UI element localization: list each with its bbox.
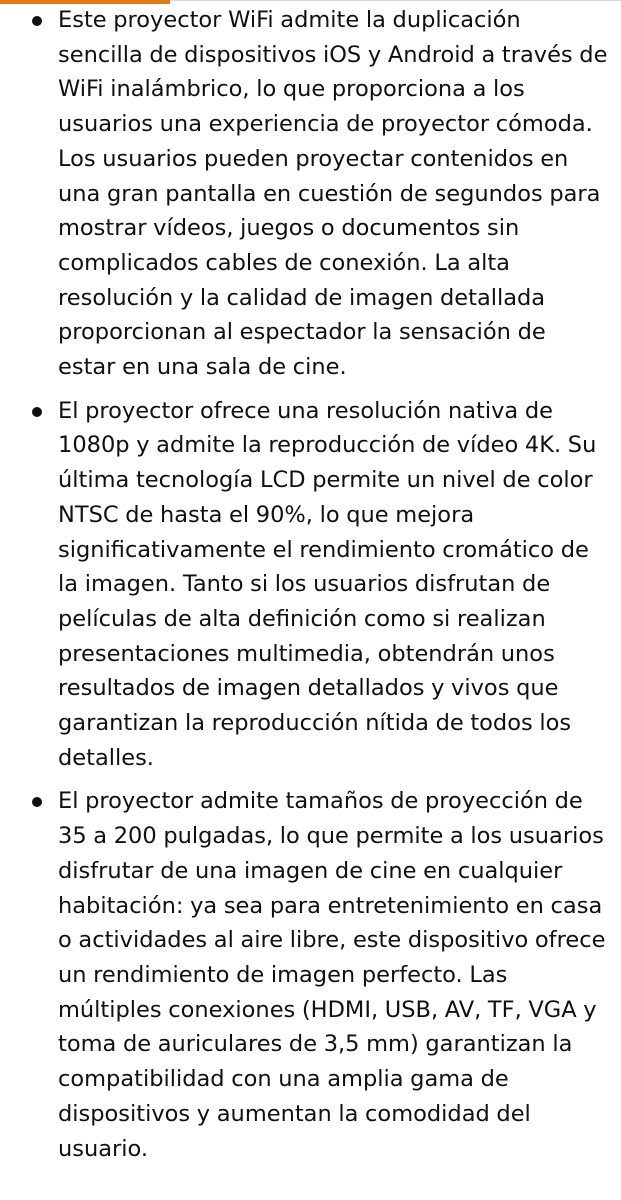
- section-divider: [170, 0, 621, 1]
- bullet-dot-icon: [32, 797, 42, 807]
- feature-bullet-text: El proyector ofrece una resolución nativa de 1080p y admite la reproducción de vídeo 4K. Su última tecnología LCD permite un nivel de color NTSC de hasta el 90%, lo que mejora significativamente el rendimiento cromático de la imagen. Tanto si los usuarios disfrutan de películas de alta definición como si realizan presentaciones multimedia, obtendrán unos resultados de imagen detallados y vivos que garantizan la reproducción nítida de todos los detalles.: [58, 397, 597, 771]
- feature-bullets-list: [0, 3, 621, 1175]
- feature-bullet: [0, 784, 621, 1166]
- feature-bullet: [0, 394, 621, 776]
- bullet-dot-icon: [32, 407, 42, 417]
- bullet-dot-icon: [32, 16, 42, 26]
- feature-bullet-text: Este proyector WiFi admite la duplicación sencilla de dispositivos iOS y Android a través de WiFi inalámbrico, lo que proporciona a los usuarios una experiencia de proyector cómoda. Los usuarios pueden proyectar contenidos en una gran pantalla en cuestión de segundos para mostrar vídeos, juegos o documentos sin complicados cables de conexión. La alta resolución y la calidad de imagen detallada proporcionan al espectador la sensación de estar en una sala de cine.: [58, 7, 608, 381]
- feature-bullet-text: El proyector admite tamaños de proyección de 35 a 200 pulgadas, lo que permite a los usuarios disfrutar de una imagen de cine en cualquier habitación: ya sea para entretenimiento en casa o actividades al aire libre, este dispositivo ofrece un rendimiento de imagen perfecto. Las múltiples conexiones (HDMI, USB, AV, TF, VGA y toma de auriculares de 3,5 mm) garantizan la compatibilidad con una amplia gama de dispositivos y aumentan la comodidad del usuario.: [58, 788, 606, 1162]
- feature-bullet: [0, 3, 621, 385]
